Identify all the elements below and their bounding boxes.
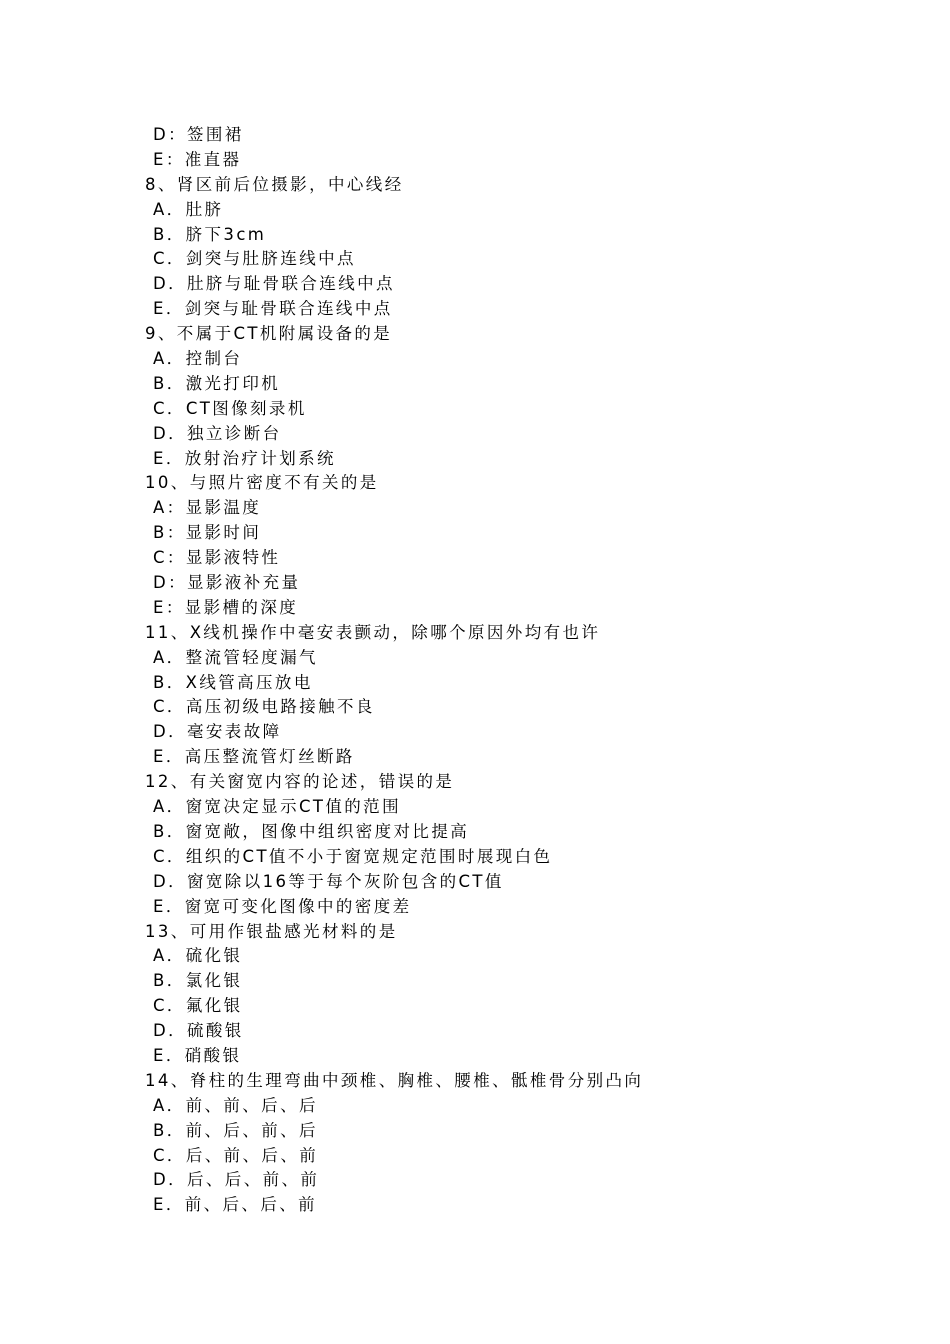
answer-option: C．CT图像刻录机	[153, 398, 307, 418]
answer-option: C．组织的CT值不小于窗宽规定范围时展现白色	[153, 846, 553, 866]
answer-option: D：显影液补充量	[153, 573, 301, 593]
answer-option: C．后、前、后、前	[153, 1145, 319, 1165]
answer-option: E．硝酸银	[153, 1045, 242, 1065]
answer-option: E．放射治疗计划系统	[153, 448, 336, 468]
answer-option: B．激光打印机	[153, 373, 281, 393]
answer-option: A．窗宽决定显示CT值的范围	[153, 797, 401, 817]
answer-option: B．前、后、前、后	[153, 1120, 318, 1140]
answer-option: D．硫酸银	[153, 1021, 244, 1041]
answer-option: D．独立诊断台	[153, 423, 282, 443]
answer-option: B．氯化银	[153, 971, 243, 991]
answer-option: E．前、后、后、前	[153, 1195, 318, 1215]
question-stem: 10、与照片密度不有关的是	[145, 473, 379, 493]
answer-option: D．后、后、前、前	[153, 1170, 320, 1190]
answer-option: D．窗宽除以16等于每个灰阶包含的CT值	[153, 871, 504, 891]
question-stem: 12、有关窗宽内容的论述，错误的是	[145, 772, 455, 792]
answer-option: A：显影温度	[153, 498, 262, 518]
answer-option: D：签围裙	[153, 125, 244, 144]
exam-question-list	[145, 123, 845, 1218]
answer-option: C：显影液特性	[153, 548, 281, 568]
answer-option: E．窗宽可变化图像中的密度差	[153, 896, 412, 916]
answer-option: D．肚脐与耻骨联合连线中点	[153, 274, 395, 294]
question-stem: 8、肾区前后位摄影，中心线经	[145, 174, 404, 194]
answer-option: A．前、前、后、后	[153, 1095, 318, 1115]
answer-option: E．剑突与耻骨联合连线中点	[153, 299, 393, 319]
answer-option: D．毫安表故障	[153, 722, 282, 742]
question-stem: 14、脊柱的生理弯曲中颈椎、胸椎、腰椎、骶椎骨分别凸向	[145, 1070, 644, 1090]
answer-option: B．X线管高压放电	[153, 672, 313, 692]
question-stem: 11、X线机操作中毫安表颤动，除哪个原因外均有也许	[145, 622, 601, 642]
answer-option: B．窗宽敞，图像中组织密度对比提高	[153, 821, 470, 841]
answer-option: B．脐下3cm	[153, 224, 267, 244]
answer-option: A．肚脐	[153, 199, 224, 219]
answer-option: A．控制台	[153, 349, 243, 369]
answer-option: A．整流管轻度漏气	[153, 647, 318, 667]
answer-option: E．高压整流管灯丝断路	[153, 747, 355, 767]
question-stem: 13、可用作银盐感光材料的是	[145, 921, 398, 941]
answer-option: B：显影时间	[153, 523, 262, 543]
answer-option: A．硫化银	[153, 946, 243, 966]
answer-option: C．剑突与肚脐连线中点	[153, 249, 356, 269]
answer-option: E：准直器	[153, 149, 242, 169]
answer-option: C．高压初级电路接触不良	[153, 697, 375, 717]
answer-option: E：显影槽的深度	[153, 597, 299, 617]
answer-option: C．氟化银	[153, 996, 243, 1016]
question-stem: 9、不属于CT机附属设备的是	[145, 324, 393, 344]
